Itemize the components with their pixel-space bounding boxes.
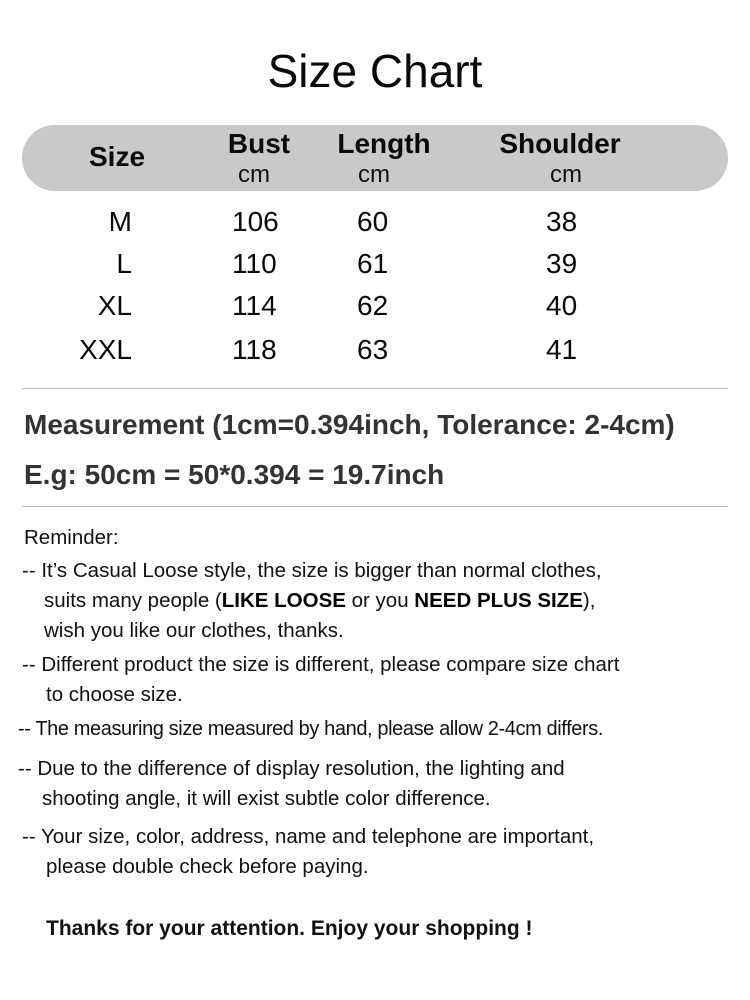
need-plus-size-text: NEED PLUS SIZE [414, 589, 583, 612]
reminder-item-2-line-1: -- Different product the size is different, please compare size chart [22, 653, 620, 676]
cell-size: L [116, 248, 132, 279]
reminder-item-4-line-2: shooting angle, it will exist subtle color difference. [42, 787, 491, 810]
cell-shoulder: 40 [546, 290, 578, 321]
reminder-text: or you [345, 589, 415, 612]
like-loose-text: LIKE LOOSE [221, 589, 346, 612]
cell-bust: 118 [232, 334, 277, 365]
thanks-message: Thanks for your attention. Enjoy your shopping ! [46, 917, 533, 940]
cell-shoulder: 39 [546, 248, 578, 279]
cell-length: 61 [357, 248, 389, 279]
reminder-text: ), [582, 589, 596, 612]
cell-length: 63 [357, 334, 389, 365]
cell-bust: 106 [232, 206, 279, 237]
cell-shoulder: 41 [546, 334, 578, 365]
header-shoulder-unit: cm [550, 161, 582, 188]
measurement-line: Measurement (1cm=0.394inch, Tolerance: 2-4cm) [24, 409, 675, 440]
cell-bust: 114 [232, 290, 277, 321]
cell-size: XXL [79, 334, 132, 365]
cell-bust: 110 [232, 248, 277, 279]
reminder-item-5-line-2: please double check before paying. [46, 855, 369, 878]
reminder-heading: Reminder: [24, 526, 119, 549]
reminder-item-1-line-2 [44, 589, 595, 613]
reminder-item-4-line-1: -- Due to the difference of display resolution, the lighting and [18, 757, 565, 780]
reminder-text: suits many people ( [44, 589, 222, 612]
cell-shoulder: 38 [546, 206, 578, 237]
reminder-item-2-line-2: to choose size. [46, 683, 183, 706]
reminder-item-3-line-1: -- The measuring size measured by hand, please allow 2-4cm differs. [18, 718, 603, 740]
reminder-item-1-line-1: -- It’s Casual Loose style, the size is bigger than normal clothes, [22, 559, 602, 582]
cell-size: M [108, 206, 132, 237]
divider-bottom [22, 506, 728, 507]
cell-length: 62 [357, 290, 389, 321]
divider-top [22, 388, 728, 389]
page-title: Size Chart [267, 45, 483, 97]
cell-length: 60 [357, 206, 389, 237]
header-size: Size [88, 141, 146, 172]
header-length-unit: cm [358, 161, 390, 188]
header-length: Length [337, 128, 431, 159]
example-line: E.g: 50cm = 50*0.394 = 19.7inch [24, 459, 445, 490]
header-bust: Bust [227, 128, 291, 159]
reminder-item-5-line-1: -- Your size, color, address, name and telephone are important, [22, 825, 595, 848]
header-shoulder: Shoulder [499, 128, 621, 159]
header-bust-unit: cm [238, 161, 270, 188]
reminder-item-1-line-3: wish you like our clothes, thanks. [44, 619, 344, 642]
cell-size: XL [97, 290, 132, 321]
